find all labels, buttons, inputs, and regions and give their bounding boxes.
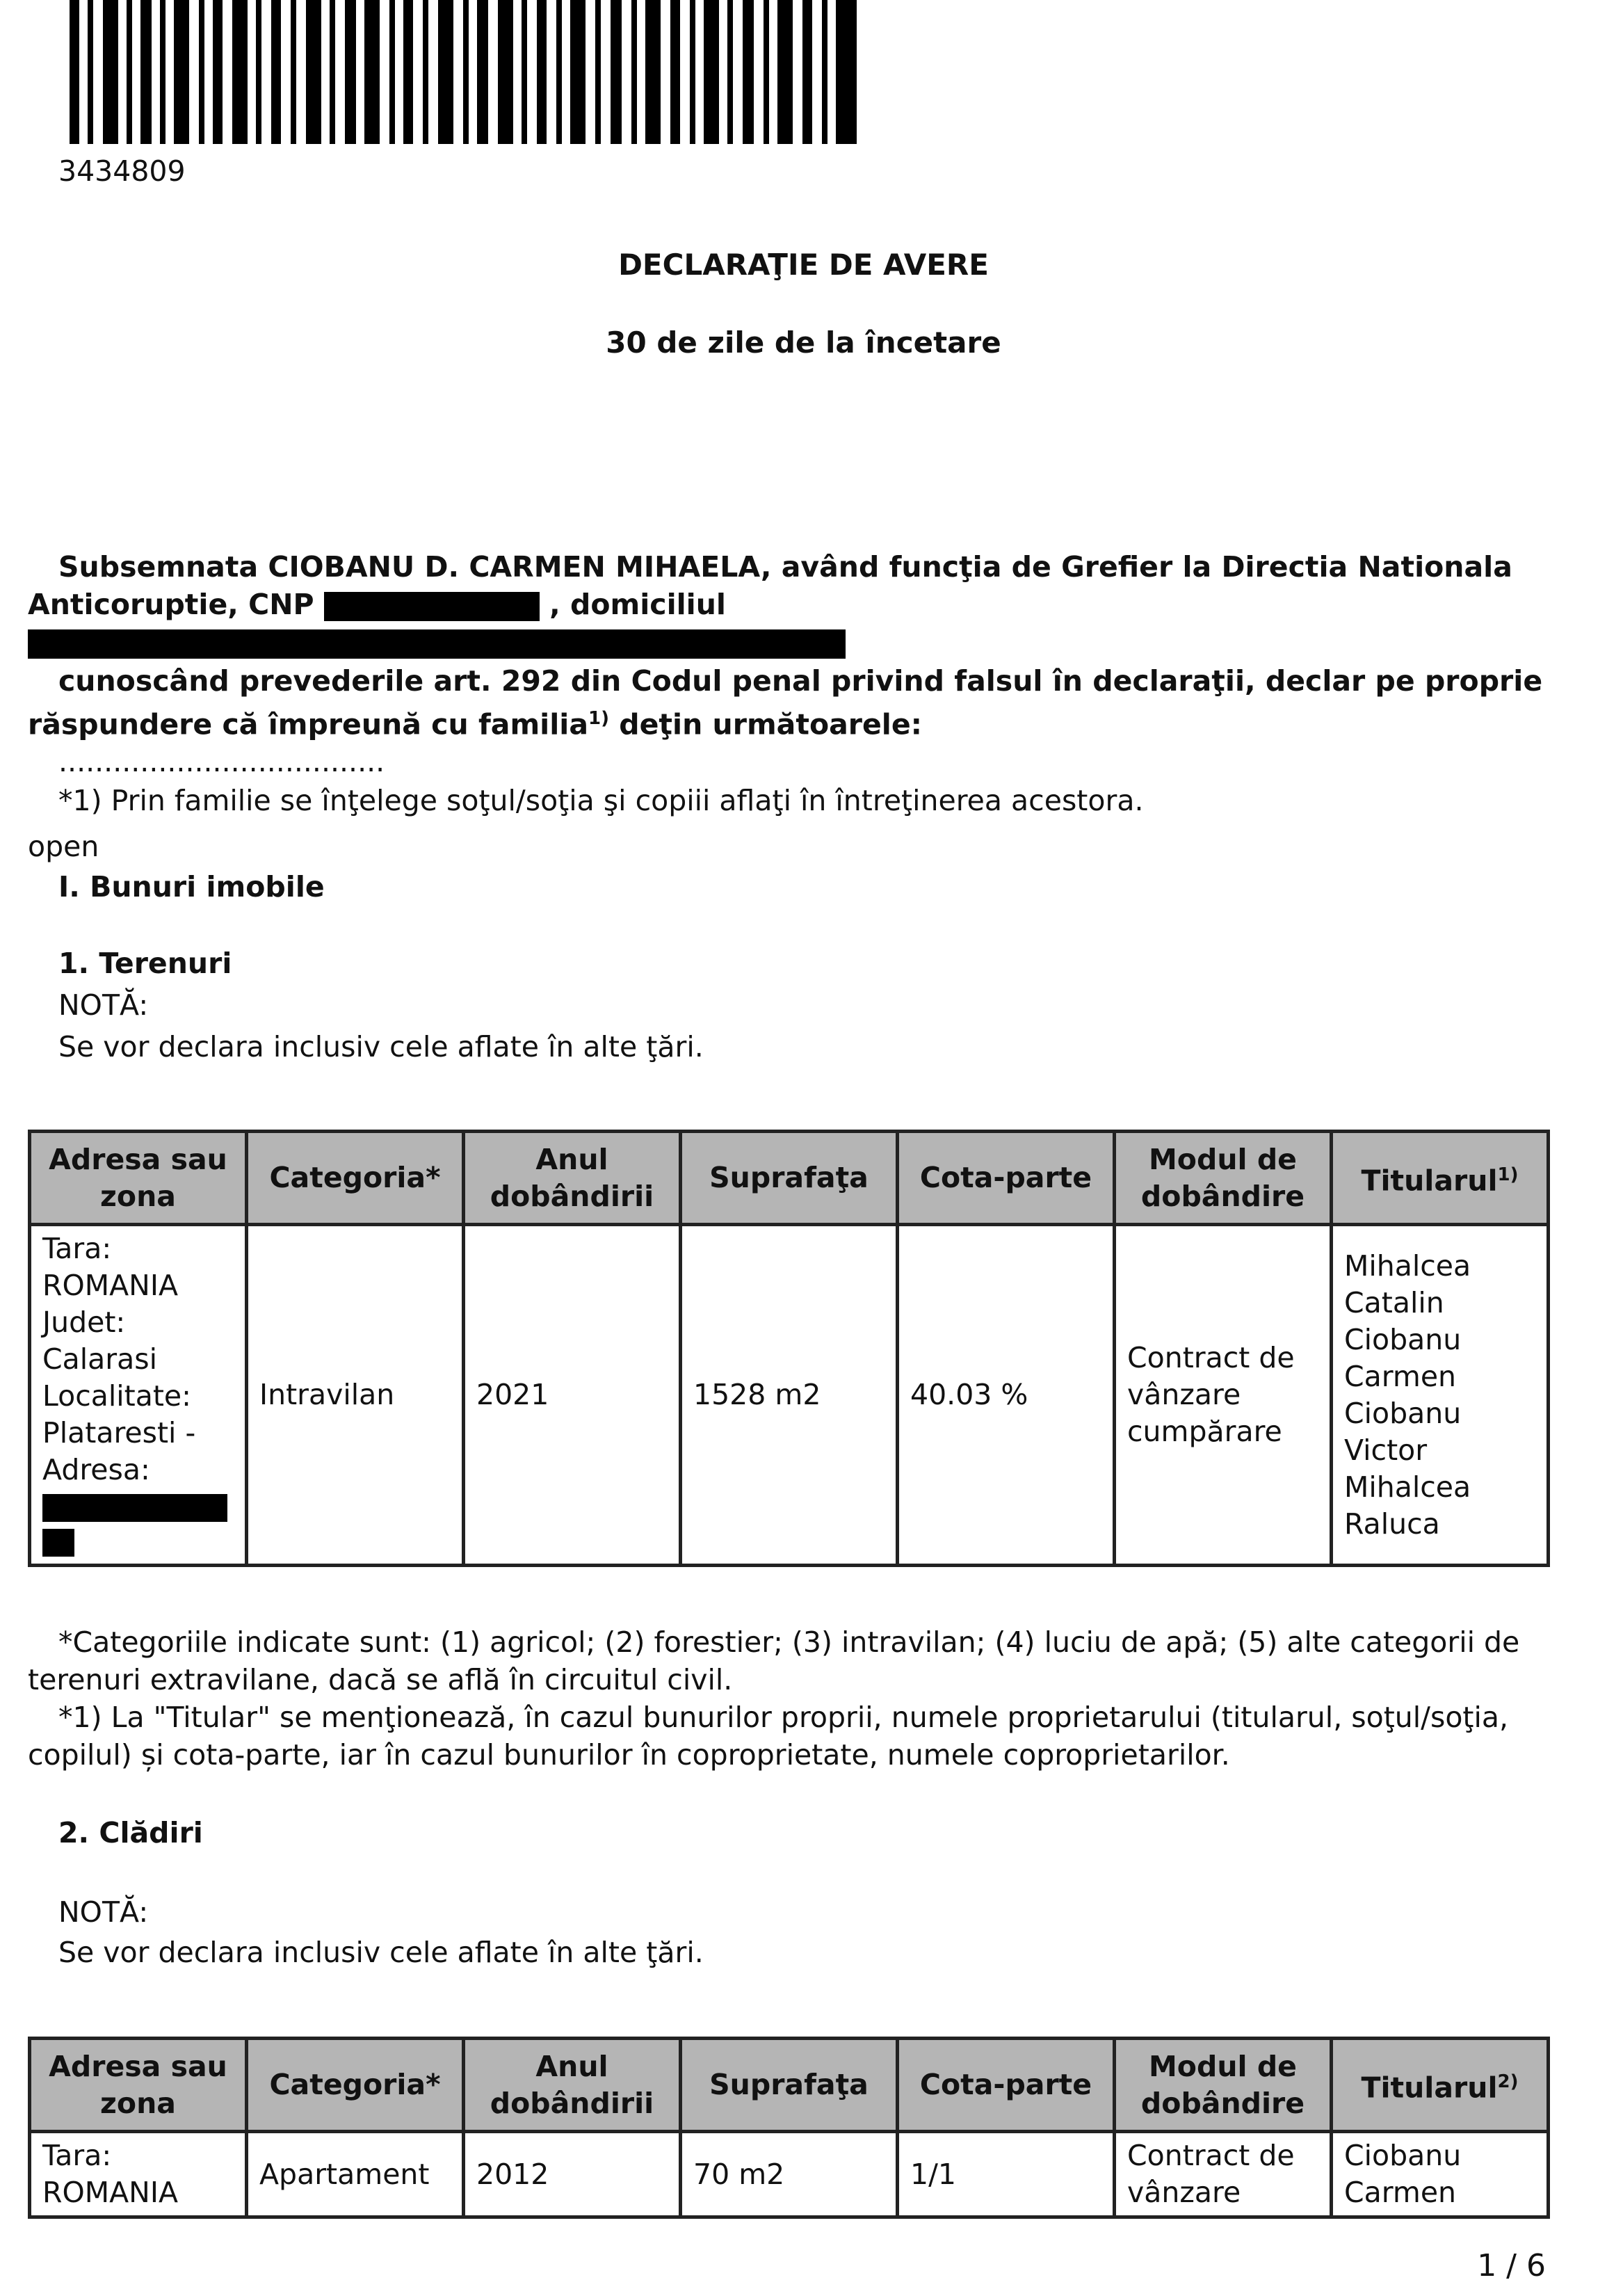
header-category: Categoria*	[247, 1132, 464, 1225]
cell-share: 40.03 %	[898, 1225, 1115, 1566]
intro-line-3: cunoscând prevederile art. 292 din Codul penal privind falsul în declaraţii, declar pe proprie	[58, 664, 1543, 698]
subsection-title-land: 1. Terenuri	[58, 947, 232, 980]
land-table	[28, 1130, 1550, 1567]
cell-category: Apartament	[247, 2132, 464, 2217]
redacted-address-continued	[28, 630, 227, 658]
holder-note-1: *1) La "Titular" se menţionează, în cazul bunurilor proprii, numele proprietarului (titularul, soţul/soţia,	[58, 1701, 1509, 1734]
family-note: *1) Prin familie se înţelege soţul/soţia şi copiii aflaţi în întreţinerea acestora.	[58, 784, 1144, 817]
intro-line-2	[28, 586, 1523, 661]
nota-label-2: NOTĂ:	[58, 1895, 149, 1929]
section-title-real-estate: I. Bunuri imobile	[58, 870, 325, 904]
nota-text: Se vor declara inclusiv cele aflate în alte ţări.	[58, 1030, 704, 1063]
redacted-cnp	[324, 592, 540, 621]
category-note-1: *Categoriile indicate sunt: (1) agricol; (2) forestier; (3) intravilan; (4) luciu de apă; (5) alte categorii de	[58, 1625, 1520, 1659]
document-title: DECLARAŢIE DE AVERE	[618, 248, 989, 282]
header-holder: Titularul$^{1)}$	[1332, 1132, 1549, 1225]
cell-mode: Contract de vânzare cumpărare	[1115, 1225, 1332, 1566]
cell-mode: Contract de vânzare	[1115, 2132, 1332, 2217]
header-surface: Suprafaţa	[681, 1132, 898, 1225]
header-share: Cota-parte	[898, 1132, 1115, 1225]
cell-year: 2021	[464, 1225, 681, 1566]
header-year: Anul dobândirii	[464, 1132, 681, 1225]
buildings-table	[28, 2037, 1550, 2219]
table-header-row	[30, 2039, 1549, 2132]
header-address: Adresa sau zona	[30, 1132, 247, 1225]
nota-label: NOTĂ:	[58, 988, 149, 1022]
cell-holders: Ciobanu Carmen	[1332, 2132, 1549, 2217]
header-category: Categoria*	[247, 2039, 464, 2132]
document-id: 3434809	[58, 154, 186, 188]
redacted-land-address	[42, 1494, 227, 1522]
intro-cnp-label: Anticoruptie, CNP	[28, 588, 314, 621]
holder-note-2: copilul) și cota-parte, iar în cazul bunurilor în coproprietate, numele coproprietarilor.	[28, 1738, 1230, 1772]
cell-year: 2012	[464, 2132, 681, 2217]
table-row	[30, 1225, 1549, 1566]
cell-address: Tara: ROMANIA Judet: Calarasi Localitate: Plataresti - Adresa:	[30, 1225, 247, 1566]
cell-holders: Mihalcea Catalin Ciobanu Carmen Ciobanu Victor Mihalcea Raluca	[1332, 1225, 1549, 1566]
table-header-row	[30, 1132, 1549, 1225]
intro-domicile-label: , domiciliul	[549, 588, 726, 621]
open-label: open	[28, 830, 99, 863]
cell-surface: 70 m2	[681, 2132, 898, 2217]
header-surface: Suprafaţa	[681, 2039, 898, 2132]
header-mode: Modul de dobândire	[1115, 1132, 1332, 1225]
footnote-marker: 1)	[588, 708, 609, 729]
table-row	[30, 2132, 1549, 2217]
cell-share: 1/1	[898, 2132, 1115, 2217]
nota-text-2: Se vor declara inclusiv cele aflate în alte ţări.	[58, 1936, 704, 1969]
header-share: Cota-parte	[898, 2039, 1115, 2132]
page-number: 1 / 6	[1477, 2248, 1546, 2283]
intro-end-text: deţin următoarele:	[609, 707, 923, 741]
header-holder: Titularul$^{2)}$	[1332, 2039, 1549, 2132]
cell-category: Intravilan	[247, 1225, 464, 1566]
document-subtitle: 30 de zile de la încetare	[606, 326, 1001, 360]
dotted-line: ....................................	[58, 745, 385, 778]
header-year: Anul dobândirii	[464, 2039, 681, 2132]
header-address: Adresa sau zona	[30, 2039, 247, 2132]
barcode	[70, 0, 857, 144]
intro-line-4	[28, 700, 1523, 744]
subsection-title-buildings: 2. Clădiri	[58, 1816, 203, 1849]
cell-address: Tara: ROMANIA	[30, 2132, 247, 2217]
intro-family-text: răspundere că împreună cu familia	[28, 707, 589, 741]
intro-line-1: Subsemnata CIOBANU D. CARMEN MIHAELA, având funcţia de Grefier la Directia Nationala	[58, 550, 1512, 584]
cell-surface: 1528 m2	[681, 1225, 898, 1566]
category-note-2: terenuri extravilane, dacă se află în circuitul civil.	[28, 1663, 733, 1696]
redacted-land-address-2	[42, 1529, 74, 1557]
header-mode: Modul de dobândire	[1115, 2039, 1332, 2132]
